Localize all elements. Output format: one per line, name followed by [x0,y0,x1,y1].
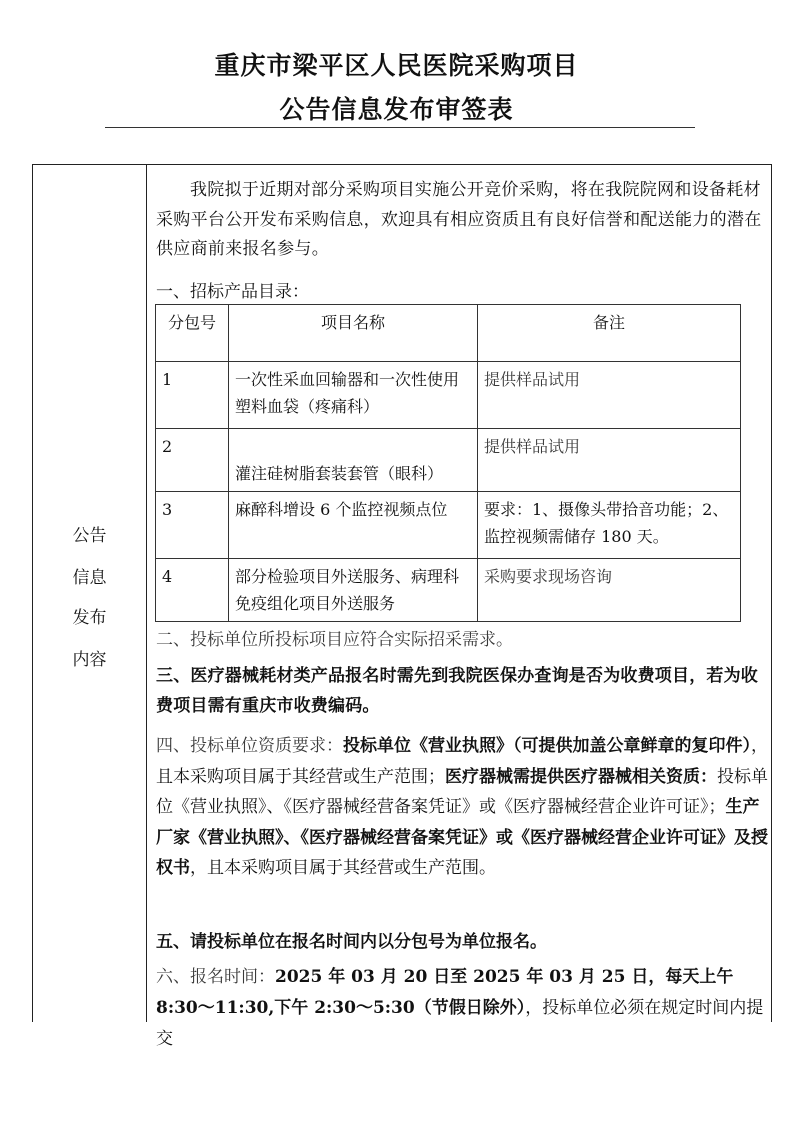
section-3: 三、医疗器械耗材类产品报名时需先到我院医保办查询是否为收费项目，若为收费项目需有重庆市收费编码。 [156,666,758,716]
row-note: 提供样品试用 [478,429,741,492]
row-name: 一次性采血回输器和一次性使用塑料血袋（疼痛科） [229,362,478,429]
intro-paragraph: 我院拟于近期对部分采购项目实施公开竞价采购，将在我院院网和设备耗材采购平台公开发布采购信息，欢迎具有相应资质且有良好信誉和配送能力的潜在供应商前来报名参与。 [156,180,762,259]
row-note: 采购要求现场咨询 [478,559,741,622]
section-4-text-1: ，且本采购项目属于其经营或生产范围； [156,736,768,787]
row-no: 4 [156,559,229,622]
table-row [156,362,741,429]
section-4-bold-3: 生产厂家《营业执照》、《医疗器械经营备案凭证》或《医疗器械经营企业许可证》及授权书 [156,797,768,878]
row-name: 灌注硅树脂套装套管（眼科） [229,429,478,492]
left-label-4: 内容 [72,650,107,670]
section-6 [156,962,768,1055]
left-label-2: 信息 [72,568,107,588]
section-4 [156,731,768,884]
section-6-prefix: 六、报名时间： [156,967,275,987]
table-row [156,559,741,622]
section-4-text-3: ，且本采购项目属于其经营或生产范围。 [190,858,496,878]
row-no: 1 [156,362,229,429]
table-header-row [156,305,741,362]
section-6-bold-1: 2025 年 03 月 20 日至 2025 年 03 月 25 日，每天上午 8:30～11:30,下午 2:30～5:30（节假日除外） [156,967,734,1018]
left-label-1: 公告 [72,526,107,546]
table-row [156,429,741,492]
section-6-text-1: ，投标单位必须在规定时间内提交 [156,998,764,1049]
header-note: 备注 [478,305,741,362]
section-2: 二、投标单位所投标项目应符合实际招采需求。 [156,630,513,650]
section-1-heading: 一、招标产品目录： [156,282,309,302]
section-4-bold-1: 投标单位《营业执照》（可提供加盖公章鲜章的复印件） [343,736,751,756]
table-row [156,492,741,559]
row-no: 2 [156,429,229,492]
left-label-3: 发布 [72,608,107,628]
row-note: 要求：1、摄像头带拾音功能；2、监控视频需储存 180 天。 [478,492,741,559]
header-item-name: 项目名称 [229,305,478,362]
row-no: 3 [156,492,229,559]
header-package-no: 分包号 [156,305,229,362]
product-table [155,304,741,622]
row-name: 麻醉科增设 6 个监控视频点位 [229,492,478,559]
section-4-text-2: 投标单位《营业执照》、《医疗器械经营备案凭证》或《医疗器械经营企业许可证》； [156,766,768,817]
section-4-prefix: 四、投标单位资质要求： [156,736,343,756]
title-underline [105,127,695,128]
section-5: 五、请投标单位在报名时间内以分包号为单位报名。 [156,932,547,952]
title-line-1: 重庆市梁平区人民医院采购项目 [214,51,579,80]
title-line-2: 公告信息发布审签表 [279,95,514,124]
section-4-bold-2: 医疗器械需提供医疗器械相关资质： [445,766,717,787]
column-divider [146,164,147,1022]
row-note: 提供样品试用 [478,362,741,429]
row-name: 部分检验项目外送服务、病理科免疫组化项目外送服务 [229,559,478,622]
